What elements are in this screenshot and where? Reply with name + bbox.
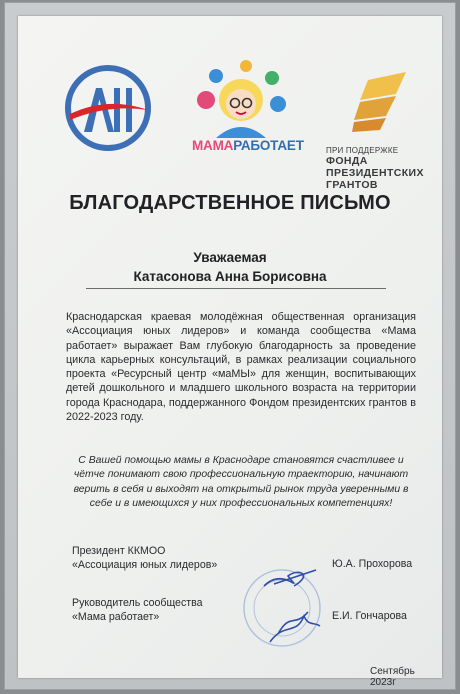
mama-logo-wordmark: МАМАРАБОТАЕТ — [192, 138, 304, 153]
mama-illustration-icon — [186, 56, 296, 138]
letter-title: БЛАГОДАРСТВЕННОЕ ПИСЬМО — [69, 192, 391, 214]
letter-body: Краснодарская краевая молодёжная общественная организация «Ассоциация юных лидеров» и команда сообщества «Мама работает» выражает Вам глубокую благодарность за проведение цикла карьерных консультаций, в рамках реализации социального проекта «Ресурсный центр «маМЫ» для женщин, воспитывающих детей дошкольного и младшего школьного возраста на территории города Краснодара, поддержанного Фондом президентских грантов в 2022-2023 году. — [66, 311, 416, 424]
salutation-block — [18, 248, 442, 286]
signature-name-2: Е.И. Гончарова — [332, 610, 407, 622]
signature-role-2: Руководитель сообщества «Мама работает» — [72, 597, 203, 623]
recipient-underline — [86, 288, 386, 289]
letter-italic-paragraph: С Вашей помощью мамы в Краснодаре становятся счастливее и чётче понимают свою профессиональную траекторию, начинают верить в себя и выходят на открытый рынок труда уверенными в себе и в имеющихся у них профессиональных компетенциях! — [73, 455, 409, 509]
mama-rabotaet-logo — [186, 56, 304, 164]
fund-caption: ПРИ ПОДДЕРЖКЕ ФОНДА ПРЕЗИДЕНТСКИХ ГРАНТОВ — [326, 146, 424, 192]
signature-name-1: Ю.А. Прохорова — [332, 558, 413, 570]
stamp-and-signature-icon — [234, 556, 334, 656]
frame — [4, 2, 456, 690]
salutation: Уважаемая — [193, 250, 267, 265]
letter-paper — [18, 16, 442, 688]
letter-date: Сентябрь 2023г — [370, 666, 415, 688]
signature-role-1: Президент ККМОО «Ассоциация юных лидеров» — [72, 545, 218, 571]
recipient-name: Катасонова Анна Борисовна — [133, 269, 327, 284]
logo-strip — [18, 56, 442, 192]
ayl-logo-icon — [62, 62, 154, 154]
